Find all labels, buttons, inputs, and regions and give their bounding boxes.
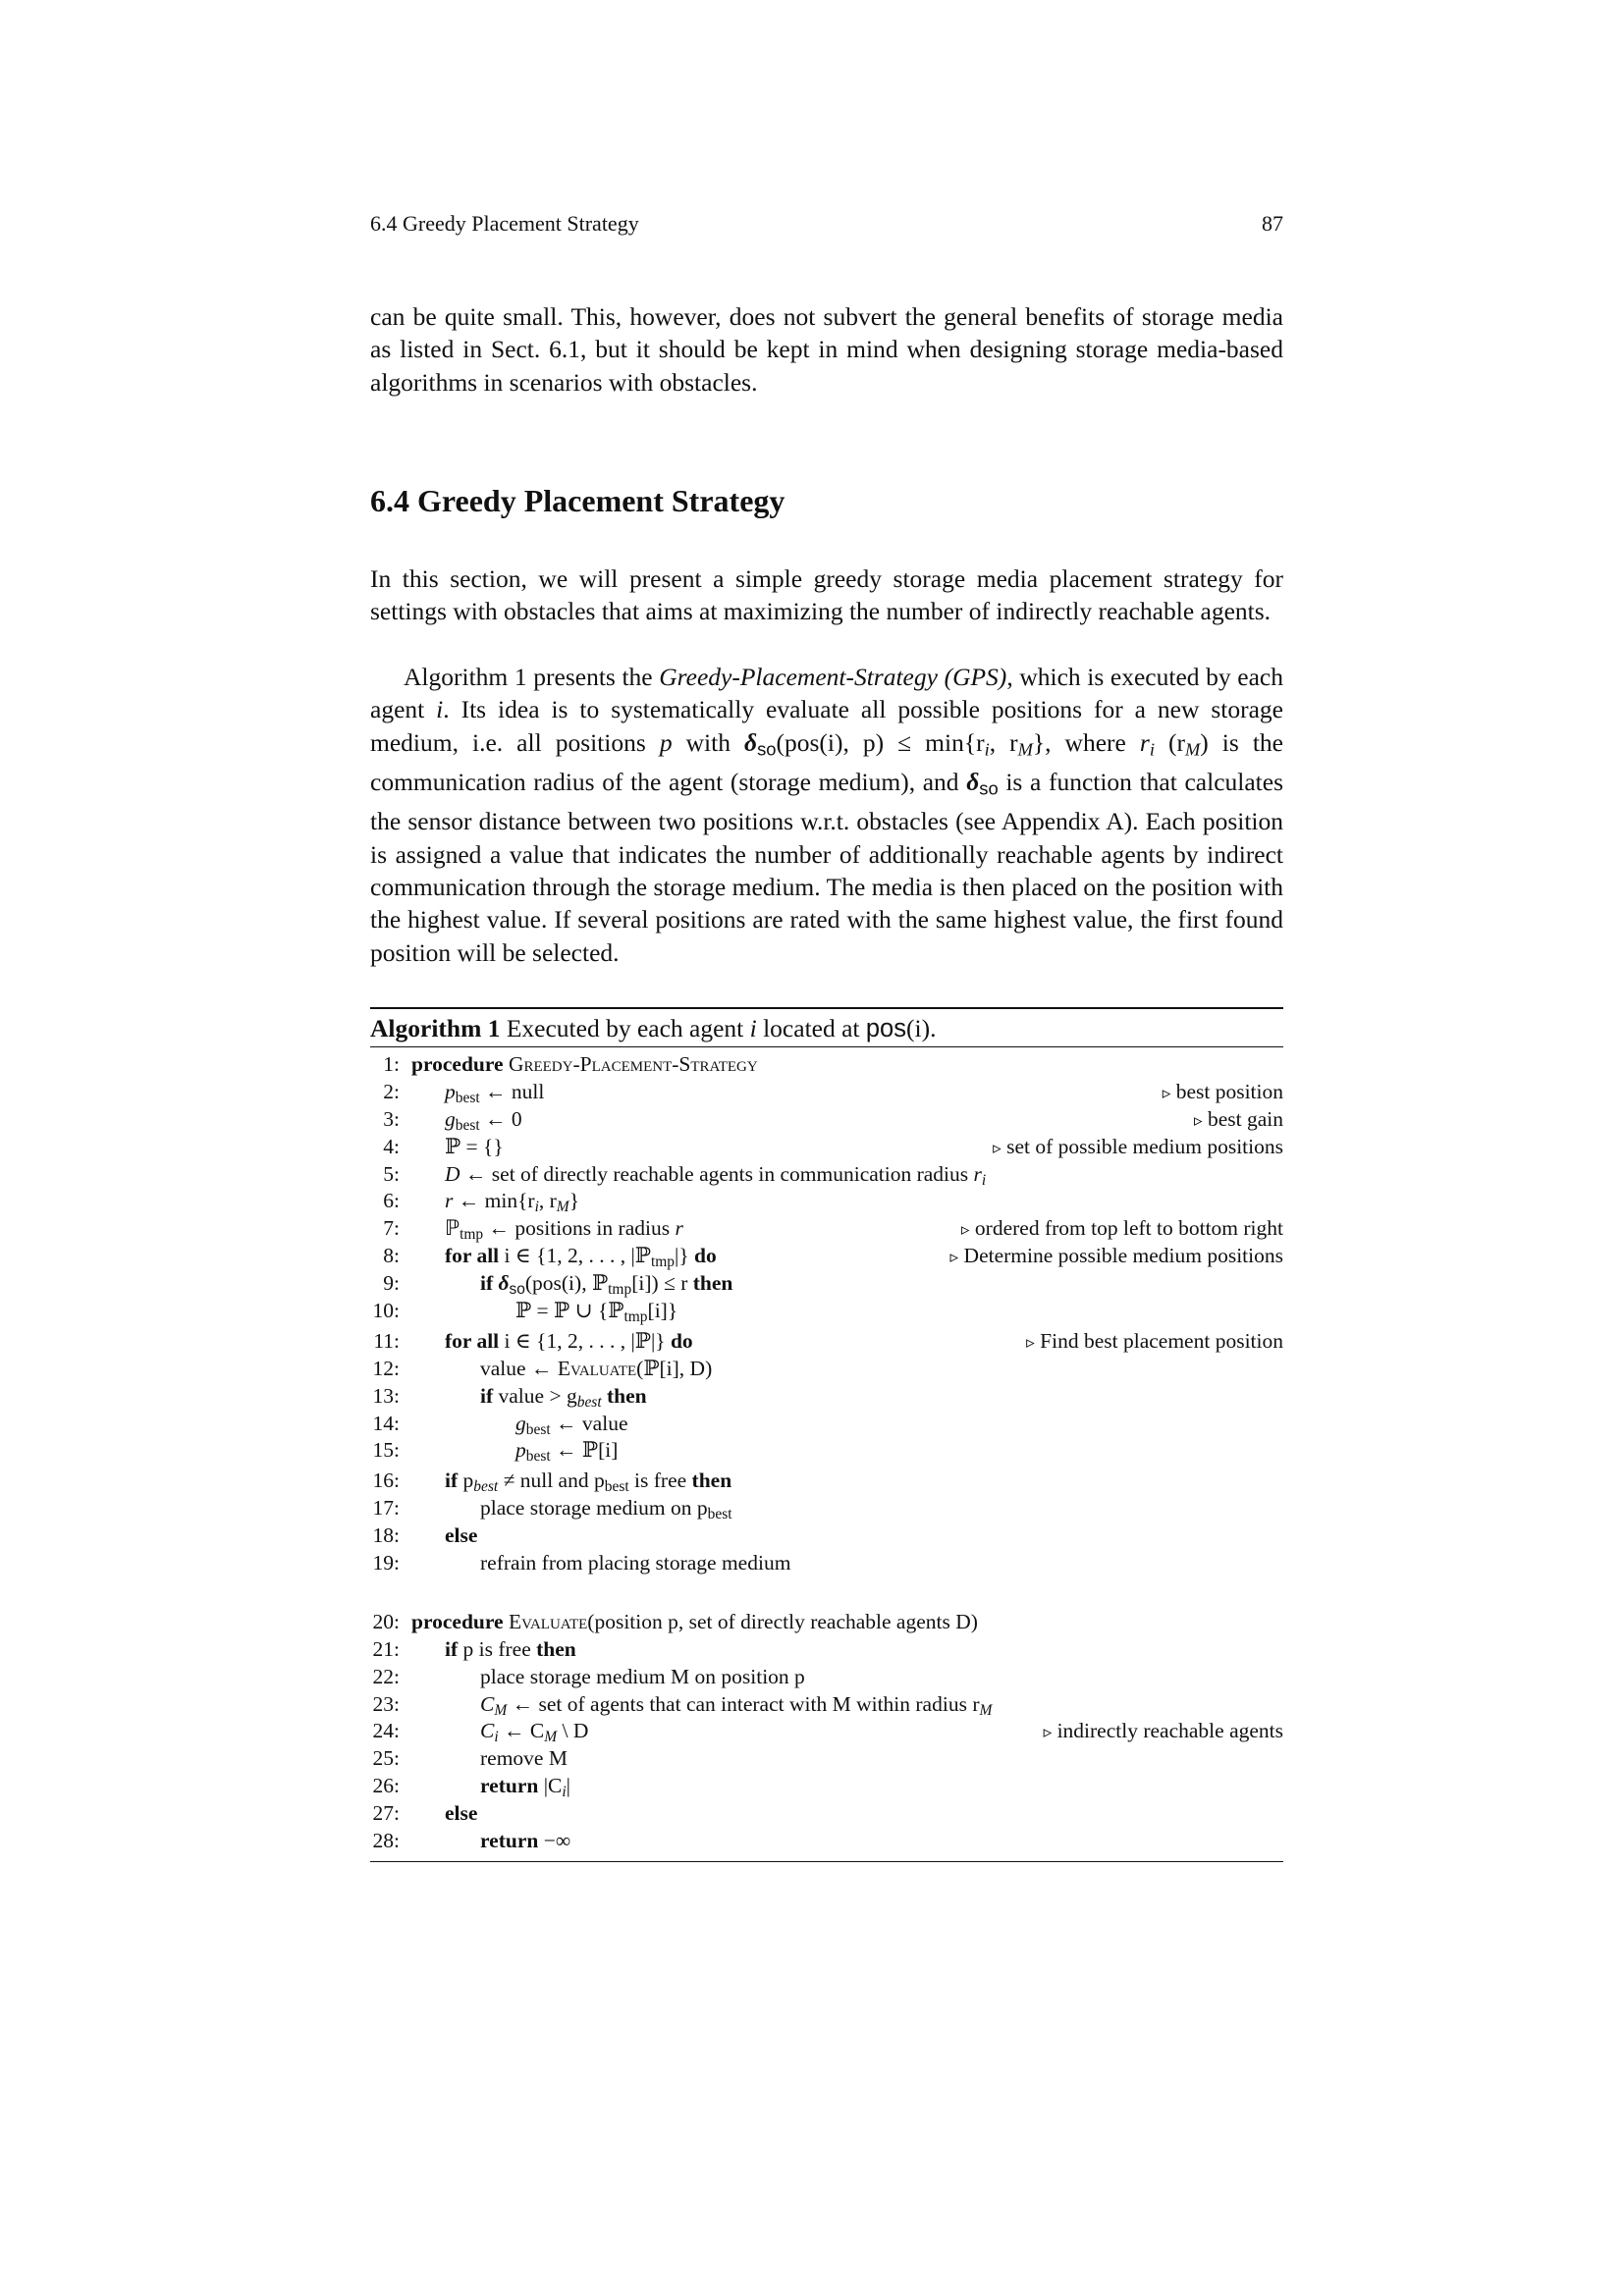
algorithm-comment: ▹ Determine possible medium positions [949, 1244, 1283, 1268]
algorithm-line: 12: value ← Evaluate(ℙ[i], D) [372, 1356, 713, 1380]
algorithm-line: 20: procedure Evaluate(position p, set of directly reachable agents D) [372, 1609, 978, 1633]
comment-triangle-icon: ▹ [960, 1220, 970, 1241]
algorithm-line: 11: for all i ∈ {1, 2, . . . , |ℙ|} do ▹ Find best placement position [370, 1328, 1283, 1356]
algorithm-comment: ▹ set of possible medium positions [993, 1134, 1283, 1158]
algorithm-comment: ▹ Find best placement position [1026, 1328, 1283, 1353]
algorithm-line: 18: else [372, 1523, 478, 1548]
algorithm-box [370, 1007, 1283, 1862]
algorithm-line: 28: return −∞ [372, 1829, 571, 1853]
algorithm-line: 1: procedure Greedy-Placement-Strategy [383, 1052, 758, 1076]
algorithm-bottom-rule [370, 1861, 1283, 1862]
algorithm-line: 9: if $\delta_{so}(pos(i)$, ℙ$_{tmp}$[i]) ≤ r then [383, 1271, 733, 1298]
algorithm-line: 5: D ← set of directly reachable agents in communication radius ri [383, 1161, 987, 1189]
page-number: 87 [1262, 211, 1283, 236]
algorithm-comment: ▹ indirectly reachable agents [1043, 1719, 1283, 1743]
running-head-title: 6.4 Greedy Placement Strategy [370, 211, 639, 236]
algorithm-line: 16: if pbest ≠ null and $p_{best}$ is free then [372, 1468, 732, 1496]
running-head [370, 210, 1283, 238]
comment-triangle-icon: ▹ [1193, 1110, 1203, 1131]
paragraph-intro: In this section, we will present a simple greedy storage media placement strategy for settings with obstacles that aims at maximizing the number of indirectly reachable agents. [370, 564, 1283, 626]
paragraph-algorithm-description: Algorithm 1 presents the Greedy-Placement-Strategy (GPS), which is executed by each agent i. Its idea is to systematically evaluate all possible positions for a new storage medium, i.e. all positions p with $\delta_{so}(pos(i)$, p) ≤ min{ri, rM}, where ri (rM) is the communication radius of the agent (storage medium), and $\delta_{so}$ is a function that calculates the sensor distance between two positions w.r.t. obstacles (see Appendix A). Each position is assigned a value that indicates the number of additionally reachable agents by indirect communication through the storage medium. The media is then placed on the position with the highest value. If several positions are rated with the same highest value, the first found position will be selected. [370, 663, 1284, 967]
algorithm-line: 23: CM ← set of agents that can interact with M within radius rM [372, 1691, 993, 1719]
algorithm-line: 25: remove M [372, 1746, 568, 1771]
algorithm-line: 14: $g_{best}$ ← value [372, 1411, 628, 1438]
comment-triangle-icon: ▹ [1026, 1332, 1035, 1353]
algorithm-line: 19: refrain from placing storage medium [372, 1551, 791, 1575]
algorithm-line: 17: place storage medium on $p_{best}$ [372, 1496, 732, 1523]
algorithm-line: 8: for all i ∈ {1, 2, . . . , |ℙ$_{tmp}$|} do ▹ Determine possible medium positions [370, 1243, 1283, 1270]
algorithm-line: 27: else [372, 1801, 478, 1826]
algorithm-mid-rule [370, 1046, 1283, 1047]
algorithm-comment: ▹ best gain [1193, 1106, 1283, 1131]
comment-triangle-icon: ▹ [993, 1138, 1001, 1158]
algorithm-line: 2: $p_{best}$ ← null ▹ best position [370, 1079, 1283, 1106]
comment-triangle-icon: ▹ [949, 1248, 959, 1268]
algorithm-comment: ▹ ordered from top left to bottom right [960, 1216, 1283, 1241]
algorithm-line: 22: place storage medium M on position p [372, 1664, 805, 1688]
algorithm-caption: Algorithm 1 Executed by each agent i located at pos(i). [370, 1014, 937, 1042]
algorithm-line: 4: ℙ = {} ▹ set of possible medium positions [370, 1134, 1283, 1161]
algorithm-comment: ▹ best position [1162, 1079, 1283, 1103]
algorithm-lines [370, 1051, 1283, 1855]
algorithm-line: 13: if value > gbest then [372, 1383, 647, 1411]
comment-triangle-icon: ▹ [1162, 1083, 1171, 1103]
algorithm-line: 21: if p is free then [372, 1636, 576, 1661]
algorithm-line: 10: ℙ = ℙ ∪ {ℙ$_{tmp}$[i]} [372, 1299, 678, 1325]
paragraph-continued: can be quite small. This, however, does not subvert the general benefits of storage media as listed in Sect. 6.1, but it should be kept in mind when designing storage media-based algorithms in scenarios with obstacles. [370, 302, 1283, 397]
algorithm-line: 15: $p_{best}$ ← ℙ[i] [372, 1438, 619, 1466]
algorithm-line: 6: r ← min{ri, rM} [383, 1189, 580, 1216]
comment-triangle-icon: ▹ [1043, 1723, 1053, 1743]
algorithm-line: 24: Ci ← CM \ D ▹ indirectly reachable agents [370, 1718, 1283, 1745]
algorithm-line: 3: $g_{best}$ ← 0 ▹ best gain [370, 1106, 1283, 1134]
algorithm-line: 26: return |Ci| [372, 1774, 570, 1801]
algorithm-line: 7: ℙ$_{tmp}$ ← positions in radius r ▹ ordered from top left to bottom right [370, 1215, 1283, 1243]
section-heading: 6.4 Greedy Placement Strategy [370, 483, 785, 518]
